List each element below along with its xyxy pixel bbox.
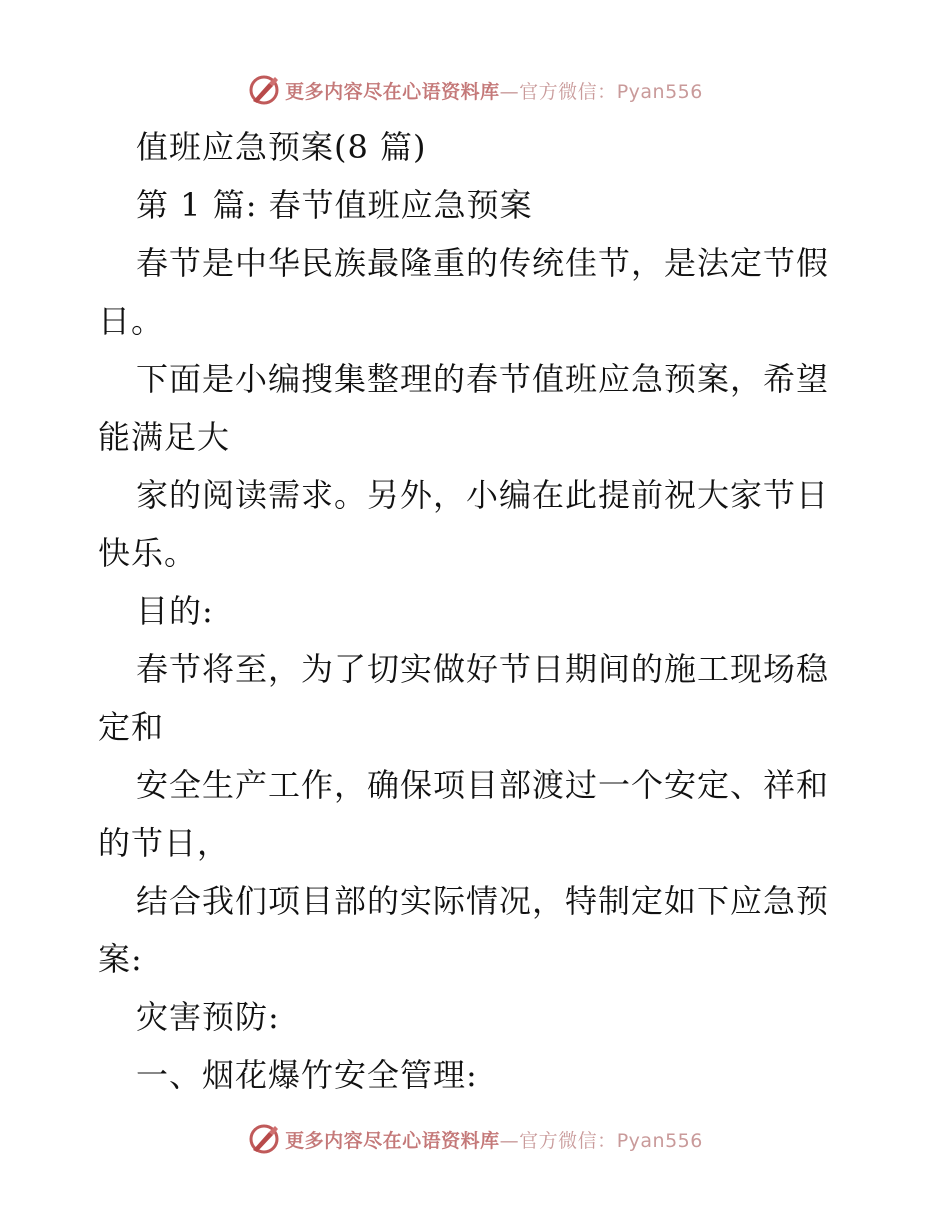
paragraph-line: 日。	[98, 302, 165, 340]
paragraph-line: 下面是小编搜集整理的春节值班应急预案，希望	[136, 360, 830, 398]
paragraph-line: 家的阅读需求。另外，小编在此提前祝大家节日	[136, 476, 830, 514]
pen-logo-icon	[247, 73, 281, 107]
paragraph-line: 春节将至，为了切实做好节日期间的施工现场稳	[136, 650, 830, 688]
paragraph-line: 能满足大	[98, 418, 231, 456]
banner-text	[285, 77, 703, 104]
document-title: 值班应急预案(8 篇)	[136, 128, 427, 166]
paragraph-line: 定和	[98, 708, 165, 746]
document-body	[98, 118, 854, 1104]
subheading-purpose: 目的:	[136, 592, 214, 630]
banner-separator: —官方微信：	[499, 80, 617, 103]
banner-wechat-id: Pyan556	[616, 80, 703, 103]
pen-logo-icon	[247, 1122, 281, 1156]
section-heading: 第 1 篇: 春节值班应急预案	[136, 186, 533, 224]
list-item-fireworks: 一、烟花爆竹安全管理:	[136, 1056, 478, 1094]
banner-site-name: 更多内容尽在心语资料库	[285, 1129, 500, 1152]
banner-wechat-id: Pyan556	[616, 1129, 703, 1152]
paragraph-line: 春节是中华民族最隆重的传统佳节，是法定节假	[136, 244, 830, 282]
banner-separator: —官方微信：	[499, 1129, 617, 1152]
paragraph-line: 安全生产工作，确保项目部渡过一个安定、祥和	[136, 766, 830, 804]
paragraph-line: 的节日，	[98, 824, 231, 862]
paragraph-line: 案:	[98, 940, 143, 978]
paragraph-line: 快乐。	[98, 534, 198, 572]
subheading-disaster-prevention: 灾害预防:	[136, 998, 280, 1036]
banner-text	[285, 1126, 703, 1153]
footer-banner	[0, 1121, 950, 1157]
paragraph-line: 结合我们项目部的实际情况，特制定如下应急预	[136, 882, 830, 920]
banner-site-name: 更多内容尽在心语资料库	[285, 80, 500, 103]
header-banner	[0, 72, 950, 108]
